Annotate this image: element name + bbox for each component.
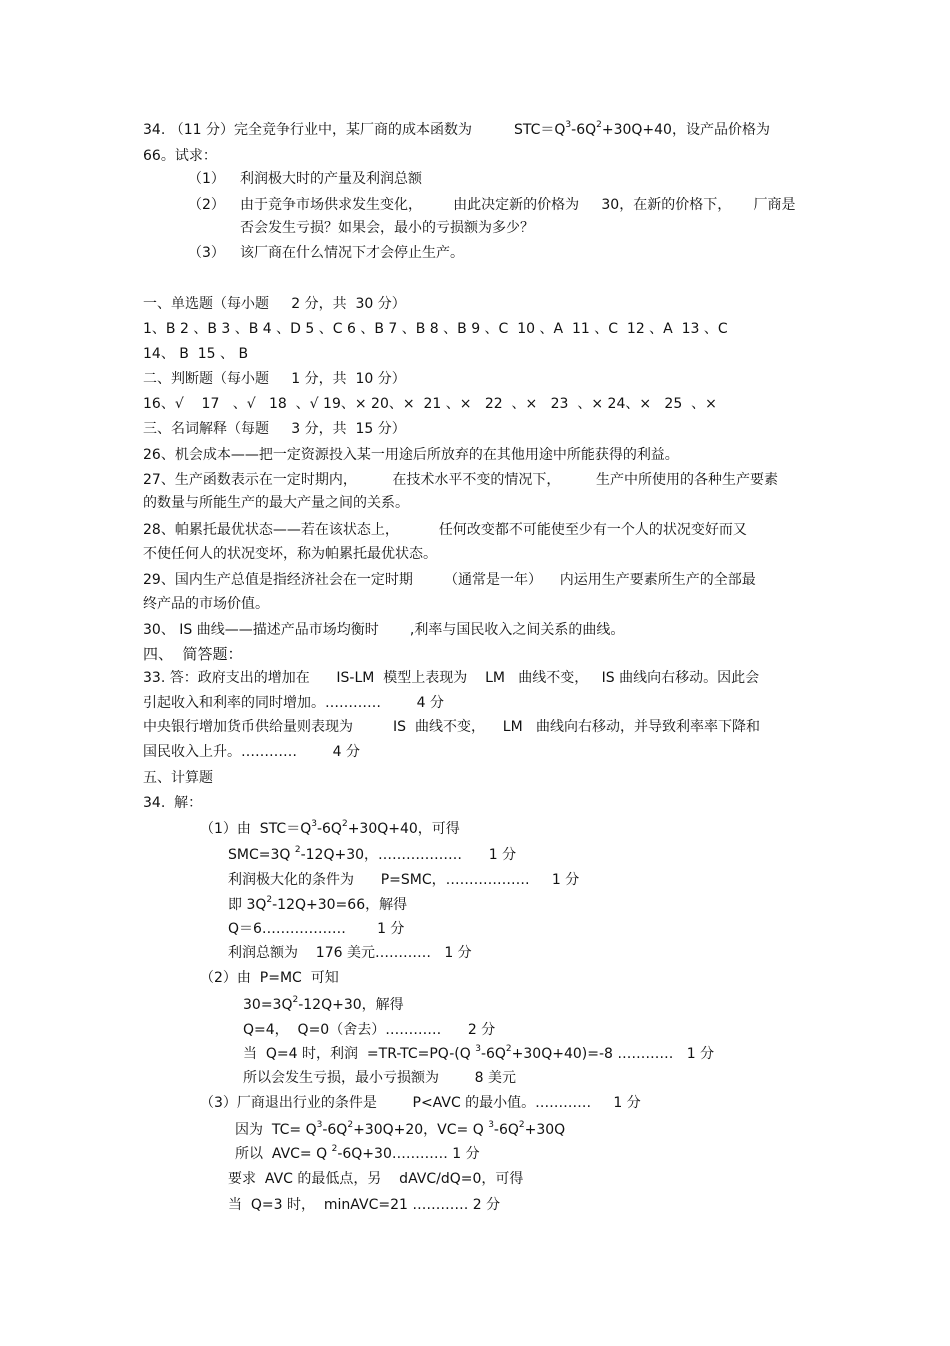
answer-33-line2: 引起收入和利率的同时增加。………… 4 分 <box>143 695 444 711</box>
part2-line3: Q=4， Q=0（舍去）………… 2 分 <box>243 1022 496 1038</box>
q34-item-2-num: （2） <box>188 197 225 213</box>
definition-26: 26、机会成本——把一定资源投入某一用途后所放弃的在其他用途中所能获得的利益。 <box>143 447 679 463</box>
section-1-answers-1: 1、B 2 、B 3 、B 4 、D 5 、C 6 、B 7 、B 8 、B 9 、C 10 、A 11 、C 12 、A 13 、C <box>143 321 728 337</box>
definition-28-line1: 28、帕累托最优状态——若在该状态上， 任何改变都不可能使至少有一个人的状况变好而又 <box>143 522 747 538</box>
answer-33-line4: 国民收入上升。………… 4 分 <box>143 744 360 760</box>
answer-33-line1: 33. 答：政府支出的增加在 IS-LM 模型上表现为 LM 曲线不变， IS 曲线向右移动。因此会 <box>143 670 760 686</box>
answer-33-line3: 中央银行增加货币供给量则表现为 IS 曲线不变， LM 曲线向右移动，并导致利率率下降和 <box>143 719 760 735</box>
q34-item-1-num: （1） <box>188 171 225 187</box>
part2-line1: （2）由 P=MC 可知 <box>200 970 339 986</box>
part3-line3: 所以 AVC= Q $^2$-6Q+30………… 1 分 <box>235 1144 480 1162</box>
q34-line2: 66。试求： <box>143 148 217 164</box>
q34-line1 <box>143 121 770 139</box>
q34-stc-formula: $STC=Q^3-6Q^2+30Q+40$，设产品价格为 <box>513 120 770 138</box>
part1-line2: SMC=3Q $^2$-12Q+30，……………… 1 分 <box>228 845 517 863</box>
section-4-title: 四、 简答题： <box>143 645 243 663</box>
definition-27-line1: 27、生产函数表示在一定时期内， 在技术水平不变的情况下， 生产中所使用的各种生产要素 <box>143 472 779 488</box>
definition-30: 30、 IS 曲线——描述产品市场均衡时 ,利率与国民收入之间关系的曲线。 <box>143 622 625 638</box>
part1-line3: 利润极大化的条件为 P=SMC，……………… 1 分 <box>228 872 580 888</box>
definition-27-line2: 的数量与所能生产的最大产量之间的关系。 <box>143 495 409 511</box>
q34-item-3-num: （3） <box>188 245 225 261</box>
part1-line1: （1）由 $STC=Q^3-6Q^2+30Q+40$，可得 <box>200 819 460 837</box>
part2-line4: 当 Q=4 时，利润 =TR-TC=PQ-(Q $^3-6Q^2+30Q+40)=-8$ ………… 1 分 <box>243 1044 715 1062</box>
q34-item-3-text: 该厂商在什么情况下才会停止生产。 <box>240 245 464 261</box>
part2-line5: 所以会发生亏损，最小亏损额为 8 美元 <box>243 1070 516 1086</box>
section-5-title: 五、计算题 <box>143 770 213 786</box>
definition-28-line2: 不使任何人的状况变坏，称为帕累托最优状态。 <box>143 546 437 562</box>
section-2-title: 二、判断题（每小题 1 分，共 10 分） <box>143 371 406 387</box>
q34-text: 34. （11 分）完全竞争行业中，某厂商的成本函数为 <box>143 122 472 138</box>
answer-34-title: 34. 解： <box>143 795 203 811</box>
definition-29-line2: 终产品的市场价值。 <box>143 596 269 612</box>
q34-item-2-text: 由于竞争市场供求发生变化， 由此决定新的价格为 30，在新的价格下， 厂商是 <box>240 197 796 213</box>
section-1-title: 一、单选题（每小题 2 分，共 30 分） <box>143 296 406 312</box>
part3-line2: 因为 $TC= Q^3-6Q^2+30Q+20$，VC= Q $^3-6Q^2+30Q$ <box>235 1120 566 1138</box>
part3-line5: 当 Q=3 时， minAVC=21 ………… 2 分 <box>228 1197 501 1213</box>
definition-29-line1: 29、国内生产总值是指经济社会在一定时期 （通常是一年） 内运用生产要素所生产的全部最 <box>143 572 756 588</box>
part1-line5: Q＝6……………… 1 分 <box>228 921 405 937</box>
q34-item-2-cont: 否会发生亏损？如果会，最小的亏损额为多少？ <box>240 220 534 236</box>
part3-line1: （3）厂商退出行业的条件是 P<AVC 的最小值。………… 1 分 <box>200 1095 641 1111</box>
section-3-title: 三、名词解释（每题 3 分，共 15 分） <box>143 421 406 437</box>
part1-line6: 利润总额为 176 美元………… 1 分 <box>228 945 472 961</box>
q34-item-1-text: 利润极大时的产量及利润总额 <box>240 171 422 187</box>
section-1-answers-2: 14、 B 15 、 B <box>143 346 249 362</box>
part3-line4: 要求 AVC 的最低点，另 dAVC/dQ=0，可得 <box>228 1171 524 1187</box>
section-2-answers: 16、√ 17 、√ 18 、√ 19、× 20、× 21 、× 22 、× 23 、× 24、× 25 、× <box>143 396 717 412</box>
part2-line2: $30=3Q^2-12Q+30$，解得 <box>243 995 404 1013</box>
part1-line4: 即 $3Q^2-12Q+30=66$，解得 <box>228 895 408 913</box>
